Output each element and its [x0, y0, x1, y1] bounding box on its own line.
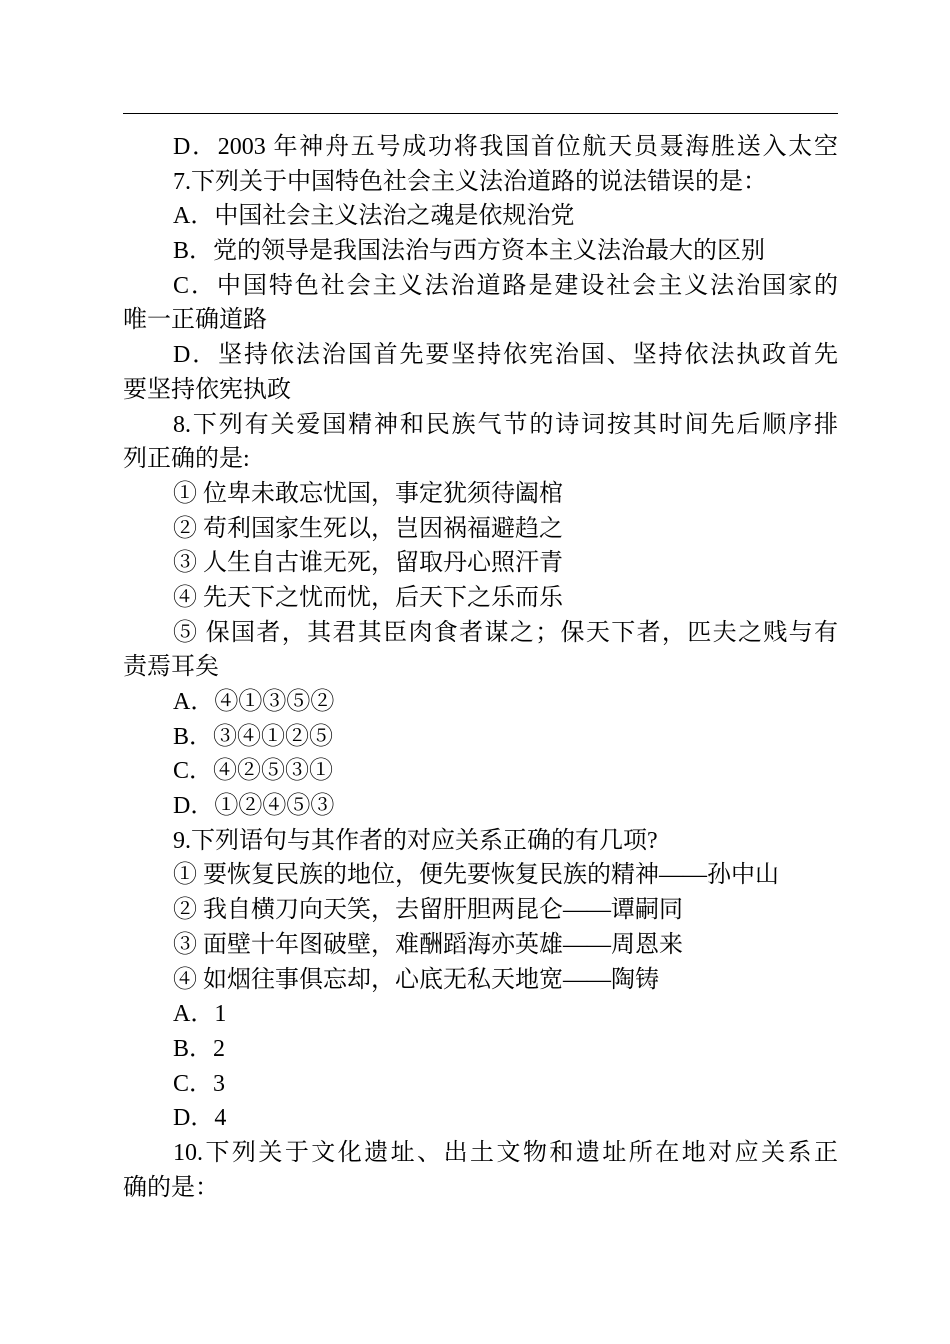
text-line: ③ 面壁十年图破壁，难酬蹈海亦英雄——周恩来 [173, 931, 683, 958]
text-line: ⑤ 保国者，其君其臣肉食者谋之；保天下者，匹夫之贱与有 [173, 619, 838, 646]
text-line: 确的是： [123, 1174, 219, 1201]
text-line: D．4 [173, 1105, 227, 1132]
text-line: ② 苟利国家生死以，岂因祸福避趋之 [173, 515, 563, 542]
text-line: A．中国社会主义法治之魂是依规治党 [173, 203, 575, 230]
text-line: ③ 人生自古谁无死，留取丹心照汗青 [173, 550, 563, 577]
text-line: A．④①③⑤② [173, 689, 335, 715]
text-line: 列正确的是: [123, 446, 250, 473]
text-line: ① 要恢复民族的地位，便先要恢复民族的精神——孙中山 [173, 862, 779, 889]
text-line: 8.下列有关爱国精神和民族气节的诗词按其时间先后顺序排 [173, 411, 838, 438]
text-line: B．2 [173, 1035, 226, 1062]
text-line: 责焉耳矣 [123, 654, 219, 681]
text-line: ① 位卑未敢忘忧国，事定犹须待阖棺 [173, 480, 563, 507]
text-line: ④ 如烟往事俱忘却，心底无私天地宽——陶铸 [173, 966, 659, 993]
text-line: 唯一正确道路 [123, 307, 267, 334]
text-line: 7.下列关于中国特色社会主义法治道路的说法错误的是： [173, 168, 767, 195]
text-line: D．2003 年神舟五号成功将我国首位航天员聂海胜送入太空 [173, 134, 838, 160]
text-line: D．坚持依法治国首先要坚持依宪治国、坚持依法执政首先 [173, 342, 838, 369]
text-line: ② 我自横刀向天笑，去留肝胆两昆仑——谭嗣同 [173, 897, 683, 924]
text-line: C．中国特色社会主义法治道路是建设社会主义法治国家的 [173, 272, 838, 299]
text-line: 要坚持依宪执政 [123, 376, 291, 403]
text-line: C．④②⑤③① [173, 758, 334, 785]
text-line: D．①②④⑤③ [173, 793, 335, 820]
text-line: ④ 先天下之忧而忧，后天下之乐而乐 [173, 584, 563, 611]
text-line: 10.下列关于文化遗址、出土文物和遗址所在地对应关系正 [173, 1139, 838, 1166]
text-line: 9.下列语句与其作者的对应关系正确的有几项? [173, 827, 658, 854]
text-line: A．1 [173, 1001, 227, 1028]
text-line: C．3 [173, 1070, 226, 1097]
document-body [123, 130, 838, 1205]
text-line: B．党的领导是我国法治与西方资本主义法治最大的区别 [173, 238, 766, 265]
header-rule [123, 113, 838, 114]
text-line: B．③④①②⑤ [173, 723, 334, 750]
